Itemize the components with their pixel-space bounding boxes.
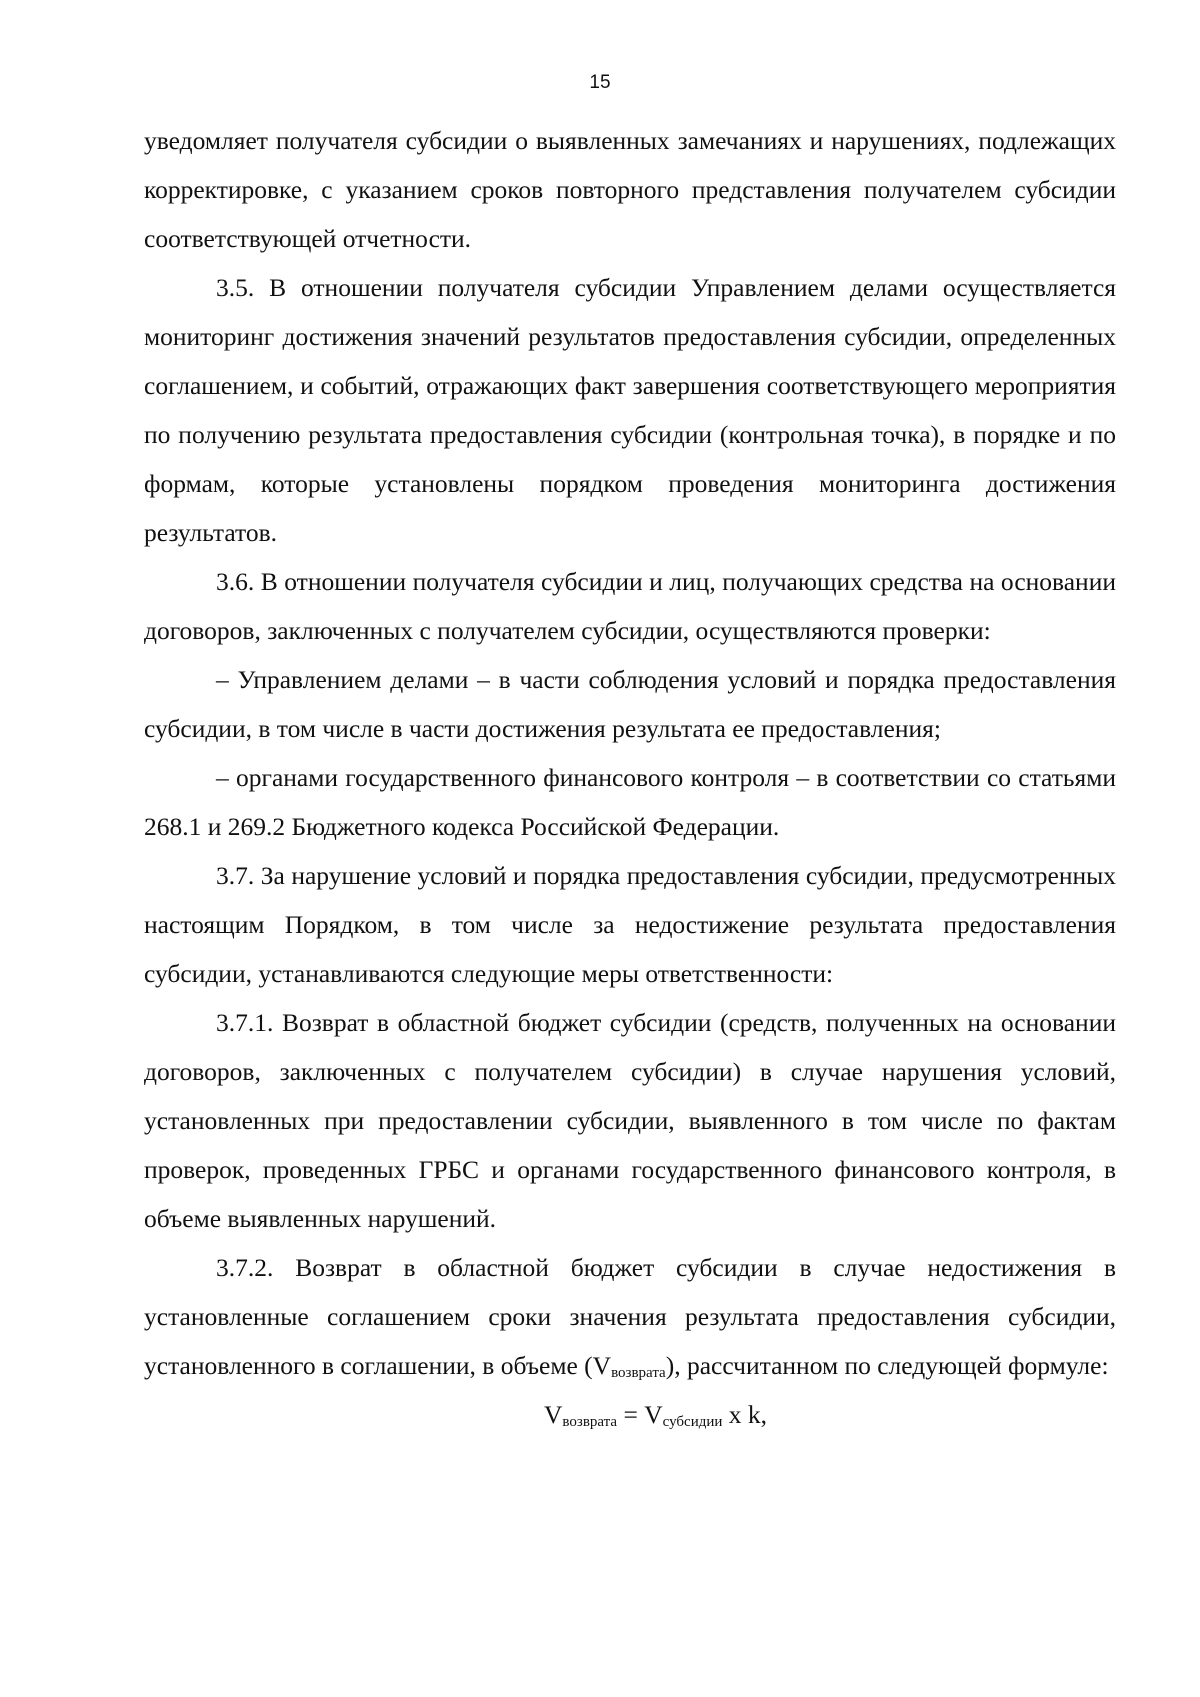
page-number: 15	[589, 72, 611, 93]
paragraph-3-7-1: 3.7.1. Возврат в областной бюджет субсидии (средств, полученных на основании договоров, заключенных с получателем субсидии) в случае нарушения условий, установленных при предоставлении субсидии, выявленного в том числе по фактам проверок, проведенных ГРБС и органами государственного финансового контроля, в объеме выявленных нарушений.	[144, 1008, 1116, 1233]
formula-rhs-sub: субсидии	[662, 1414, 723, 1430]
paragraph-continuation: уведомляет получателя субсидии о выявленных замечаниях и нарушениях, подлежащих корректировке, с указанием сроков повторного представления получателем субсидии соответствующей отчетности.	[144, 126, 1116, 253]
formula-lhs-var: V	[544, 1400, 563, 1429]
document-body	[144, 116, 1116, 1440]
paragraph-3-7: 3.7. За нарушение условий и порядка предоставления субсидии, предусмотренных настоящим Порядком, в том числе за недостижение результата предоставления субсидии, устанавливаются следующие меры ответственности:	[144, 861, 1116, 988]
paragraph-3-7-2-subscript: возврата	[611, 1365, 666, 1381]
paragraph-3-7-2-text-before: 3.7.2. Возврат в областной бюджет субсидии в случае недостижения в установленные соглашением сроки значения результата предоставления субсидии, установленного в соглашении, в объеме (V	[144, 1253, 1116, 1380]
formula-tail: x k,	[722, 1400, 768, 1429]
paragraph-3-7-2-text-after: ), рассчитанном по следующей формуле:	[665, 1351, 1109, 1380]
paragraph-3-7-2	[144, 1243, 1116, 1390]
formula-equals: =	[617, 1400, 645, 1429]
formula-rhs-var: V	[644, 1400, 663, 1429]
formula-lhs-sub: возврата	[562, 1414, 618, 1430]
paragraph-3-5: 3.5. В отношении получателя субсидии Управлением делами осуществляется мониторинг достижения значений результатов предоставления субсидии, определенных соглашением, и событий, отражающих факт завершения соответствующего мероприятия по получению результата предоставления субсидии (контрольная точка), в порядке и по формам, которые установлены порядком проведения мониторинга достижения результатов.	[144, 273, 1116, 547]
formula	[144, 1390, 1116, 1440]
paragraph-3-6-item-1: – Управлением делами – в части соблюдения условий и порядка предоставления субсидии, в том числе в части достижения результата ее предоставления;	[144, 665, 1116, 743]
paragraph-3-6-item-2: – органами государственного финансового контроля – в соответствии со статьями 268.1 и 269.2 Бюджетного кодекса Российской Федерации.	[144, 763, 1116, 841]
paragraph-3-6: 3.6. В отношении получателя субсидии и лиц, получающих средства на основании договоров, заключенных с получателем субсидии, осуществляются проверки:	[144, 567, 1116, 645]
